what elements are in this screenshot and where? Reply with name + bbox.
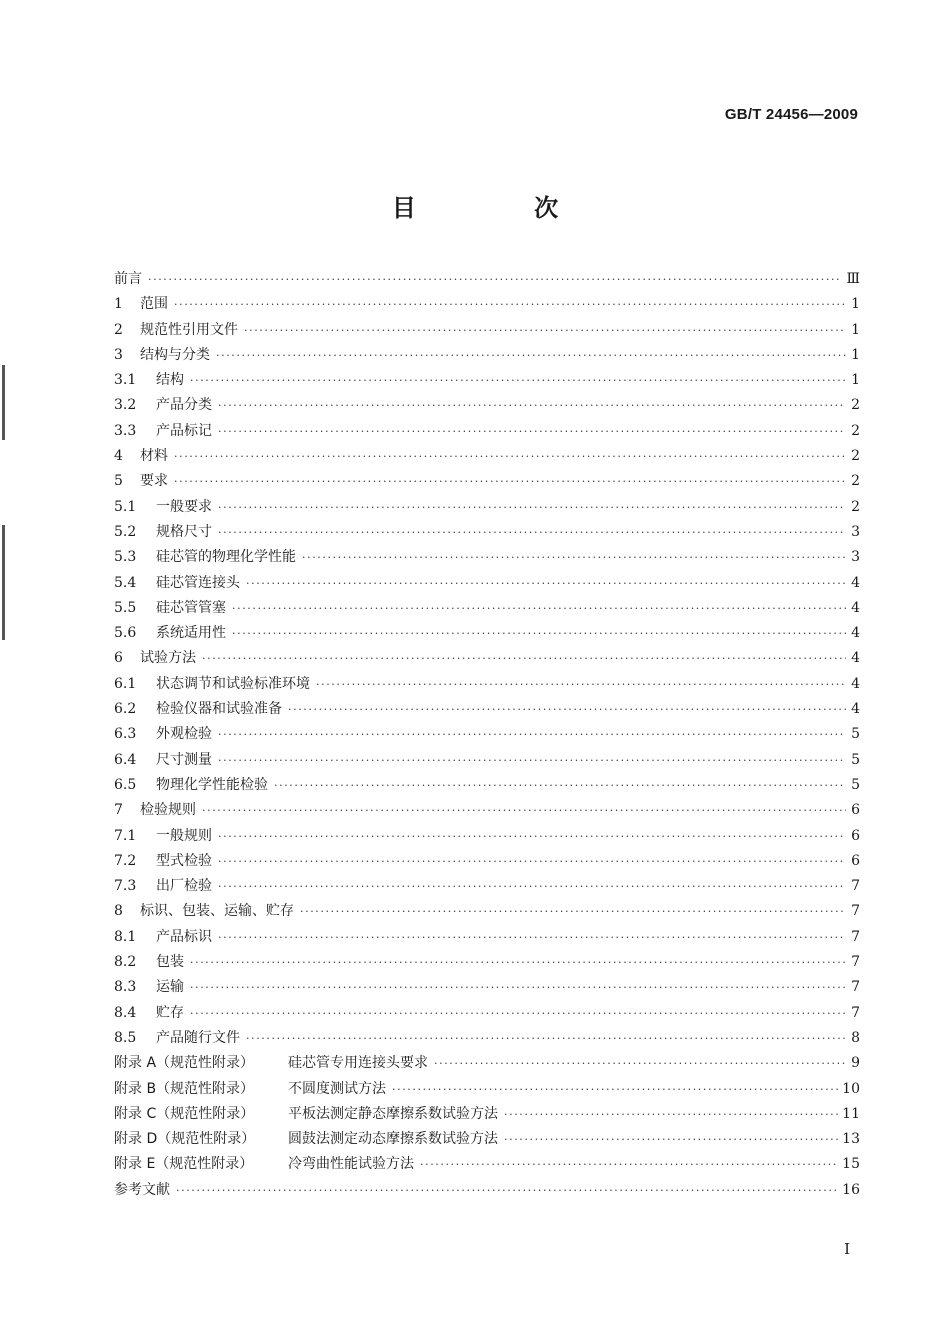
toc-entry-number: 5.4 — [114, 574, 137, 591]
toc-entry[interactable] — [114, 900, 860, 925]
toc-entry-number: 5.3 — [114, 549, 137, 566]
toc-entry[interactable] — [114, 420, 860, 445]
toc-entry[interactable] — [114, 749, 860, 774]
toc-entry-page: 2 — [851, 473, 860, 490]
toc-entry-label: 参考文献 — [114, 1181, 170, 1198]
toc-entry-label: 范围 — [140, 296, 168, 313]
toc-entry-label: 规范性引用文件 — [140, 321, 238, 338]
toc-entry-references[interactable] — [114, 1179, 860, 1204]
toc-entry-number: 8.5 — [114, 1029, 137, 1046]
annex-prefix: 附录 C（规范性附录） — [114, 1105, 255, 1122]
toc-entry-number: 5.2 — [114, 523, 137, 540]
toc-entry-number: 7.2 — [114, 852, 137, 869]
dot-leader — [504, 1129, 838, 1151]
toc-entry-label: 标识、包装、运输、贮存 — [140, 903, 294, 920]
toc-entry-label: 一般规则 — [156, 827, 212, 844]
toc-entry-label: 硅芯管的物理化学性能 — [156, 549, 296, 566]
toc-entry-number: 4 — [114, 448, 123, 465]
toc-entry-label: 系统适用性 — [156, 625, 226, 642]
dot-leader — [202, 800, 846, 822]
dot-leader — [392, 1079, 838, 1101]
toc-entry-number: 3 — [114, 346, 123, 363]
toc-entry-page: 5 — [851, 776, 860, 793]
toc-entry-page: 3 — [851, 523, 860, 540]
dot-leader — [190, 977, 846, 999]
toc-entry-label: 包装 — [156, 954, 184, 971]
toc-entry-page: 4 — [851, 574, 860, 591]
toc-entry[interactable] — [114, 698, 860, 723]
dot-leader — [420, 1154, 838, 1176]
toc-entry-page: 3 — [851, 549, 860, 566]
toc-entry-label: 前言 — [114, 271, 142, 287]
toc-entry-number: 5.1 — [114, 498, 137, 515]
toc-entry[interactable] — [114, 976, 860, 1001]
toc-entry-page: 2 — [851, 397, 860, 414]
toc-entry-number: 2 — [114, 321, 123, 338]
dot-leader — [218, 497, 846, 519]
toc-entry[interactable] — [114, 774, 860, 799]
dot-leader — [288, 699, 846, 721]
toc-entry-page: 1 — [851, 321, 860, 338]
toc-entry[interactable] — [114, 951, 860, 976]
toc-entry-page: 7 — [851, 878, 860, 895]
toc-entry-number: 8.4 — [114, 1004, 137, 1021]
toc-entry-label: 试验方法 — [140, 650, 196, 667]
toc-entry-page: 7 — [851, 1004, 860, 1021]
toc-entry-page: 11 — [842, 1105, 860, 1122]
toc-entry-number: 7.1 — [114, 827, 137, 844]
toc-entry-page: 4 — [851, 650, 860, 667]
toc-entry-label: 不圆度测试方法 — [288, 1080, 386, 1097]
dot-leader — [316, 674, 846, 696]
toc-entry[interactable] — [114, 799, 860, 824]
toc-entry[interactable] — [114, 572, 860, 597]
toc-entry-page: 1 — [851, 296, 860, 313]
dot-leader — [190, 952, 846, 974]
toc-entry-label: 检验规则 — [140, 802, 196, 819]
toc-entry-page: 1 — [851, 346, 860, 363]
toc-entry-label: 运输 — [156, 979, 184, 996]
toc-entry[interactable] — [114, 369, 860, 394]
toc-entry-label: 规格尺寸 — [156, 523, 212, 540]
dot-leader — [218, 395, 846, 417]
dot-leader — [174, 446, 846, 468]
toc-annex-entry[interactable] — [114, 1103, 860, 1128]
dot-leader — [504, 1104, 838, 1126]
toc-entry-label: 物理化学性能检验 — [156, 776, 268, 793]
dot-leader — [190, 370, 846, 392]
toc-entry-label: 圆鼓法测定动态摩擦系数试验方法 — [288, 1131, 498, 1148]
toc-entry[interactable] — [114, 319, 860, 344]
dot-leader — [202, 648, 846, 670]
toc-entry-label: 产品标记 — [156, 422, 212, 439]
dot-leader — [218, 724, 846, 746]
dot-leader — [216, 345, 846, 367]
toc-entry-label: 产品标识 — [156, 928, 212, 945]
toc-entry-number: 5 — [114, 473, 123, 490]
toc-entry[interactable] — [114, 875, 860, 900]
dot-leader — [218, 750, 846, 772]
dot-leader — [148, 269, 842, 291]
toc-entry-page: 4 — [851, 675, 860, 692]
toc-entry-number: 6.4 — [114, 751, 137, 768]
toc-entry-label: 一般要求 — [156, 498, 212, 515]
page-number: I — [844, 1240, 850, 1258]
toc-annex-entry[interactable] — [114, 1128, 860, 1153]
toc-entry-number: 7.3 — [114, 878, 137, 895]
toc-entry-page: 7 — [851, 928, 860, 945]
dot-leader — [302, 547, 846, 569]
toc-entry-page: 4 — [851, 625, 860, 642]
dot-leader — [176, 1180, 838, 1202]
toc-entry-number: 6.1 — [114, 675, 137, 692]
toc-entry[interactable] — [114, 496, 860, 521]
toc-entry[interactable] — [114, 926, 860, 951]
annex-prefix: 附录 E（规范性附录） — [114, 1156, 254, 1173]
dot-leader — [246, 1028, 846, 1050]
toc-entry-number: 8.2 — [114, 954, 137, 971]
toc-entry[interactable] — [114, 647, 860, 672]
toc-annex-entry[interactable] — [114, 1052, 860, 1077]
toc-entry-page: 13 — [842, 1131, 860, 1148]
dot-leader — [218, 826, 846, 848]
toc-entry-page: 2 — [851, 448, 860, 465]
toc-entry-number: 8 — [114, 903, 123, 920]
toc-entry[interactable] — [114, 546, 860, 571]
toc-entry-page: 2 — [851, 498, 860, 515]
toc-entry[interactable] — [114, 1027, 860, 1052]
toc-entry-page: 7 — [851, 954, 860, 971]
toc-entry-page: 6 — [851, 852, 860, 869]
toc-annex-entry[interactable] — [114, 1078, 860, 1103]
toc-entry-label: 产品分类 — [156, 397, 212, 414]
toc-entry-label: 要求 — [140, 473, 168, 490]
toc-entry-label: 检验仪器和试验准备 — [156, 701, 282, 718]
toc-entry-number: 8.1 — [114, 928, 137, 945]
toc-entry-label: 外观检验 — [156, 726, 212, 743]
dot-leader — [434, 1053, 846, 1075]
toc-entry-page: 2 — [851, 422, 860, 439]
toc-entry-page: 9 — [851, 1055, 860, 1072]
toc-entry[interactable] — [114, 1002, 860, 1027]
toc-entry-label: 型式检验 — [156, 852, 212, 869]
toc-entry-page: 6 — [851, 827, 860, 844]
toc-entry-number: 7 — [114, 802, 123, 819]
toc-entry-label: 状态调节和试验标准环境 — [156, 675, 310, 692]
toc-entry-number: 3.3 — [114, 422, 137, 439]
toc-entry-number: 6.5 — [114, 776, 137, 793]
dot-leader — [300, 901, 846, 923]
toc-entry-label: 结构 — [156, 372, 184, 389]
dot-leader — [246, 573, 846, 595]
toc-entry-number: 6 — [114, 650, 123, 667]
toc-entry-page: 6 — [851, 802, 860, 819]
annex-prefix: 附录 B（规范性附录） — [114, 1080, 255, 1097]
toc-entry[interactable] — [114, 850, 860, 875]
dot-leader — [218, 851, 846, 873]
toc-entry-page: 7 — [851, 979, 860, 996]
toc-entry[interactable] — [114, 622, 860, 647]
toc-entry-number: 5.6 — [114, 625, 137, 642]
toc-entry-label: 产品随行文件 — [156, 1029, 240, 1046]
toc-entry-label: 平板法测定静态摩擦系数试验方法 — [288, 1105, 498, 1122]
toc-entry-page: 4 — [851, 599, 860, 616]
toc-entry-page: 4 — [851, 701, 860, 718]
toc-entry-label: 冷弯曲性能试验方法 — [288, 1156, 414, 1173]
toc-entry[interactable] — [114, 394, 860, 419]
toc-entry-page: 10 — [842, 1080, 860, 1097]
toc-entry-label: 硅芯管连接头 — [156, 574, 240, 591]
dot-leader — [218, 927, 846, 949]
toc-entry-page: 8 — [851, 1029, 860, 1046]
toc-entry-page: 1 — [851, 372, 860, 389]
annex-prefix: 附录 D（规范性附录） — [114, 1131, 256, 1148]
scan-artifact-mark — [2, 525, 5, 640]
toc-entry-page: 7 — [851, 903, 860, 920]
toc-entry-number: 5.5 — [114, 599, 137, 616]
toc-annex-entry[interactable] — [114, 1153, 860, 1178]
toc-entry[interactable] — [114, 597, 860, 622]
page-title: 目 次 — [391, 194, 614, 222]
toc-entry-number: 1 — [114, 296, 123, 313]
dot-leader — [232, 598, 846, 620]
toc-entry-label: 贮存 — [156, 1004, 184, 1021]
toc-entry[interactable] — [114, 521, 860, 546]
dot-leader — [232, 623, 846, 645]
toc-entry-label: 尺寸测量 — [156, 751, 212, 768]
toc-entry-page: Ⅲ — [846, 271, 860, 287]
toc-entry-page: 15 — [842, 1156, 860, 1173]
dot-leader — [174, 471, 846, 493]
dot-leader — [218, 421, 846, 443]
dot-leader — [174, 294, 846, 316]
dot-leader — [218, 522, 846, 544]
toc-entry-number: 8.3 — [114, 979, 137, 996]
toc-entry-page: 16 — [842, 1181, 860, 1198]
dot-leader — [190, 1003, 846, 1025]
toc-entry-number: 3.2 — [114, 397, 137, 414]
dot-leader — [274, 775, 846, 797]
toc-entry-label: 材料 — [140, 448, 168, 465]
toc-entry-page: 5 — [851, 726, 860, 743]
toc-entry[interactable] — [114, 293, 860, 318]
dot-leader — [244, 320, 846, 342]
toc-entry-number: 3.1 — [114, 372, 137, 389]
toc-entry-label: 硅芯管专用连接头要求 — [288, 1055, 428, 1072]
toc-entry[interactable] — [114, 445, 860, 470]
toc-entry-preface[interactable] — [114, 268, 860, 293]
toc-entry-number: 6.3 — [114, 726, 137, 743]
annex-prefix: 附录 A（规范性附录） — [114, 1055, 255, 1072]
dot-leader — [218, 876, 846, 898]
toc-entry[interactable] — [114, 344, 860, 369]
toc-entry[interactable] — [114, 470, 860, 495]
scan-artifact-mark — [2, 365, 5, 440]
standard-code: GB/T 24456—2009 — [724, 106, 858, 123]
table-of-contents — [114, 268, 860, 1204]
toc-entry[interactable] — [114, 825, 860, 850]
toc-entry-label: 结构与分类 — [140, 346, 210, 363]
toc-entry-label: 硅芯管管塞 — [156, 599, 226, 616]
toc-entry[interactable] — [114, 723, 860, 748]
toc-entry-number: 6.2 — [114, 701, 137, 718]
toc-entry-label: 出厂检验 — [156, 878, 212, 895]
toc-entry[interactable] — [114, 673, 860, 698]
toc-entry-page: 5 — [851, 751, 860, 768]
